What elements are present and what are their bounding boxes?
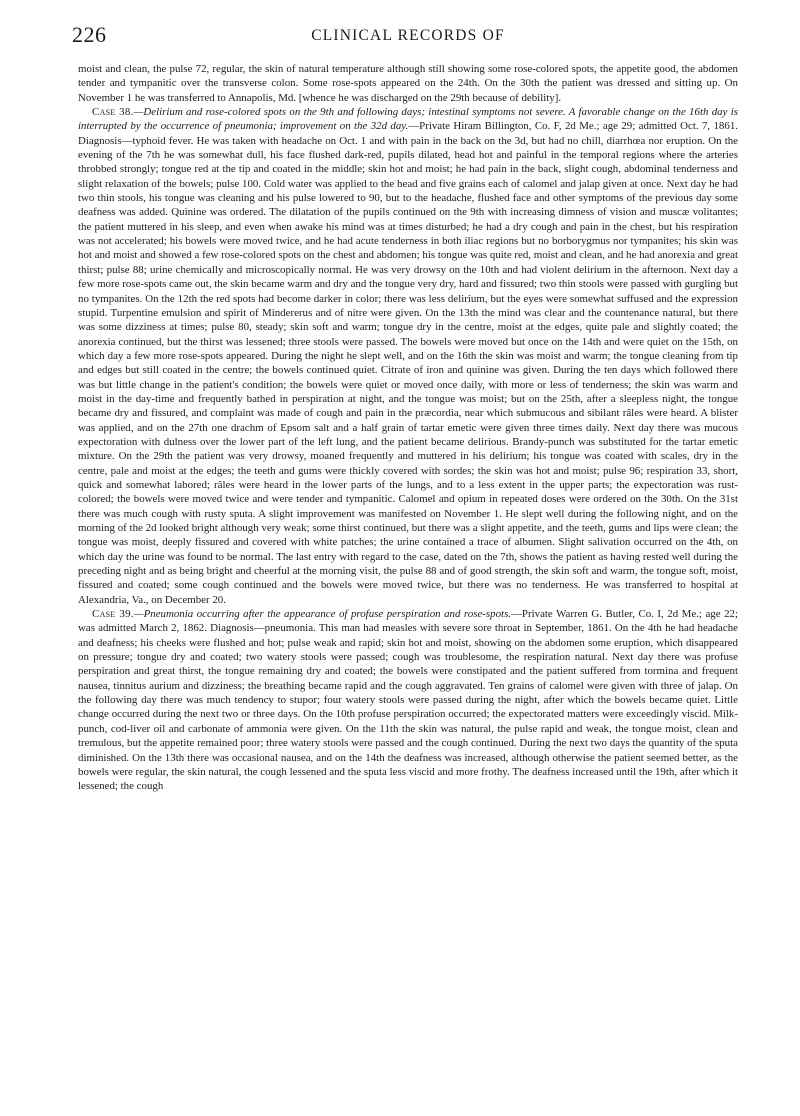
running-head: CLINICAL RECORDS OF <box>311 27 505 44</box>
case-39-paragraph <box>78 607 738 793</box>
page-header <box>72 22 738 62</box>
book-page <box>72 22 738 794</box>
case-label: Case 38. <box>92 106 134 119</box>
case-title: —Delirium and rose-colored spots on the 9th and following days; intestinal symptoms not severe. A favorable change on the 16th day is interrupted by the occurrence of pneumonia; improvement on the 32d day. <box>78 106 738 133</box>
body-text <box>78 62 738 794</box>
case-text: —Private Warren G. Butler, Co. I, 2d Me.; age 22; was admitted March 2, 1862. Diagnosis—pneumonia. This man had measles with severe sore throat in September, 1861. On the 4th he had headache and deafness; his cheeks were flushed and hot; pulse weak and rapid; skin hot and moist, showing on the abdomen some eruption, which disappeared on pressure; tongue dry and coated; two watery stools were passed; cough was troublesome, the respiration natural. Next day there was profuse perspiration and great thirst, the tongue remaining dry and coated; the bowels were constipated and the patient suffered from tormina and frequent nausea, tinnitus aurium and dizziness; the breathing became rapid and the cough aggravated. Ten grains of calomel were given with three of jalap. On the following day there was much tendency to stupor; four watery stools were passed during the night, after which the bowels became quiet. Little change occurred during the next two or three days. On the 10th profuse perspiration occurred; the expectorated matters were exceedingly viscid. Milk-punch, cod-liver oil and carbonate of ammonia were given. On the 11th the skin was natural, the pulse rapid and weak, the tongue moist, clean and tremulous, but the appetite remained poor; three watery stools were passed and the cough continued. During the next two days the quantity of the sputa diminished. On the 13th there was occasional nausea, and on the 14th the deafness was increased, although otherwise the patient seemed better, as the bowels were regular, the skin natural, the cough lessened and the sputa less viscid and more frothy. The deafness increased until the 19th, after which it lessened; the cough <box>78 608 738 793</box>
case-text: —Private Hiram Billington, Co. F, 2d Me.; age 29; admitted Oct. 7, 1861. Diagnosis—typhoid fever. He was taken with headache on Oct. 1 and with pain in the back on the 3d, but had no chill, diarrhœa nor eruption. On the evening of the 7th he was somewhat dull, his face flushed dark-red, pupils dilated, head hot and painful in the temporal regions where the arteries throbbed strongly; tongue red at the tip and coated in the middle; skin hot and moist; he had pain in the back, slight cough, abdominal tenderness and slight relaxation of the bowels; pulse 100. Cold water was applied to the head and five grains each of calomel and jalap given at once. Next day he had two thin stools, his tongue was cleaning and his pulse lowered to 90, but to the headache, flushed face and other symptoms of the previous day some deafness was added. Quinine was ordered. The dilatation of the pupils continued on the 9th with increasing dimness of vision and muscæ volitantes; the patient muttered in his sleep, and even when awake his mind was at times disturbed; he had a dry cough and pain in the chest, but his respiration was not accelerated; his bowels were moved twice, and he had acute tenderness in both iliac regions but no borborygmus nor tympanites; his skin was hot and moist and showed a few rose-colored spots on the chest and abdomen; his tongue was quite red, moist and clean, and he had anorexia and great thirst; pulse 88; urine chemically and microscopically normal. He was very drowsy on the 10th and had violent delirium in the afternoon. Next day a few more rose-spots came out, the skin became warm and dry and the tongue very dry, hard and fissured; two thin stools were passed with gurgling but no tympanites. On the 12th the red spots had become darker in color; there was less delirium, but the eyes were somewhat suffused and the expression stupid. Turpentine emulsion and spirit of Mindererus and of nitre were given. On the 13th the mind was clear and the countenance natural, but there was some dizziness at times; pulse 80, steady; skin soft and warm; tongue dry in the centre, moist at the edges, quite pale and slightly coated; the anorexia continued, but the thirst was lessened; three stools were passed. The bowels were moved but once on the 14th and were quiet on the 15th, on which day a few more rose-spots appeared. During the night he slept well, and on the 16th the skin was moist and warm; the tongue cleaning from tip and edges but still coated in the centre; the bowels continued quiet. Citrate of iron and quinine was given. During the ten days which followed there was but little change in the patient's condition; the bowels were quiet or moved once daily, with more or less of tenderness; the skin was warm and moist in the day-time and frequently bathed in perspiration at night, and the tongue was moist; but on the 25th, after a sleepless night, the tongue became dry and fissured, and complaint was made of cough and pain in the præcordia, near which submucous and sibilant râles were heard. A blister was applied, and on the 27th one drachm of Epsom salt and a half grain of tartar emetic were given three times daily. Next day there was mucous expectoration with dulness over the lower part of the left lung, and the patient became delirious. Brandy-punch was substituted for the tartar emetic mixture. On the 29th the patient was very drowsy, moaned frequently and muttered in his delirium; his tongue was coated with scales, dry in the centre, pale and moist at the edges; the teeth and gums were thickly covered with sordes; the skin was hot and moist; pulse 96; respiration 33, short, quick and somewhat labored; râles were heard in the lower parts of the lungs, and to a less extent in the upper parts; the expectoration was rust-colored; the bowels were moved twice and were tender and tympanitic. Calomel and opium in repeated doses were ordered on the 30th. On the 31st there was much cough with rusty sputa. A slight improvement was manifested on November 1. He slept well during the following night, and on the morning of the 2d looked bright although very weak; some thirst continued, but there was a slight appetite, and the teeth, gums and lips were clean; the tongue was moist, deeply fissured and covered with white patches; the urine contained a trace of albumen. Slight salivation occurred on the 4th, on which day the urine was found to be normal. The last entry with regard to the case, dated on the 7th, shows the patient as having rested well during the preceding night and as being bright and cheerful at the morning visit, the pulse 88 and of good strength, the skin soft and warm, the tongue soft, moist, fissured and coated; some cough continued and the bowels were moved twice, but there was no tenderness. He was transferred to hospital at Alexandria, Va., on December 20. <box>78 120 738 606</box>
page-number: 226 <box>72 22 107 47</box>
case-38-paragraph <box>78 105 738 607</box>
case-title: —Pneumonia occurring after the appearance of profuse perspiration and rose-spots. <box>133 608 512 621</box>
paragraph-continuation <box>78 62 738 105</box>
paragraph-text: moist and clean, the pulse 72, regular, the skin of natural temperature although still showing some rose-colored spots, the appetite good, the abdomen tender and tympanitic over the transverse colon. Some rose-spots appeared on the 24th. On the 30th the patient was dressed and sitting up. On November 1 he was transferred to Annapolis, Md. [whence he was discharged on the 29th because of debility]. <box>78 63 738 104</box>
case-label: Case 39. <box>92 608 134 621</box>
